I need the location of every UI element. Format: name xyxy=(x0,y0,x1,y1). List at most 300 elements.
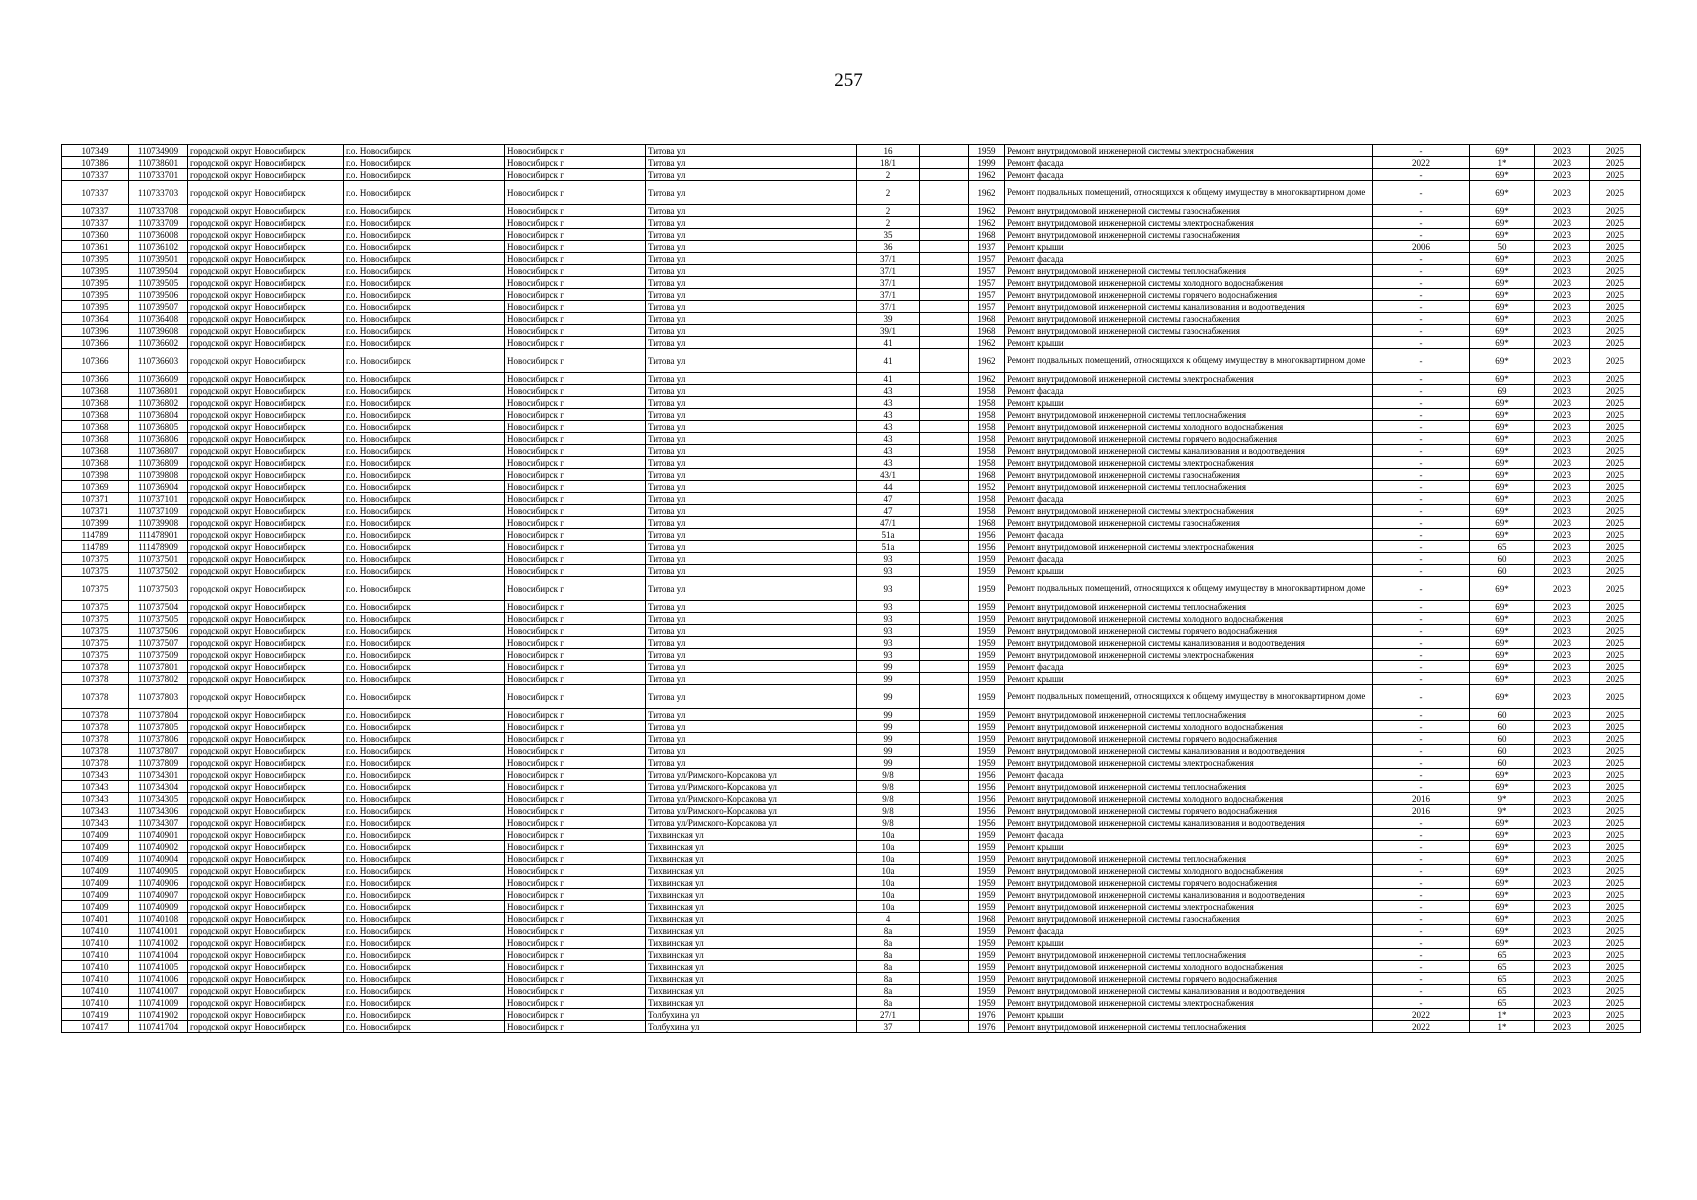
record-id-cell: 110737109 xyxy=(129,505,188,517)
work-type-cell: Ремонт крыши xyxy=(1005,937,1373,949)
end-year-cell: 2025 xyxy=(1590,349,1641,373)
build-year-cell: 1957 xyxy=(969,253,1005,265)
city-cell: Новосибирск г xyxy=(505,781,646,793)
end-year-cell: 2025 xyxy=(1590,841,1641,853)
last-repair-year-cell: - xyxy=(1373,901,1470,913)
city-cell: Новосибирск г xyxy=(505,805,646,817)
municipality-cell: г.о. Новосибирск xyxy=(344,745,505,757)
district-cell: городской округ Новосибирск xyxy=(188,949,344,961)
start-year-cell: 2023 xyxy=(1535,433,1590,445)
record-id-cell: 110740901 xyxy=(129,829,188,841)
house-number-cell: 99 xyxy=(857,709,920,721)
start-year-cell: 2023 xyxy=(1535,853,1590,865)
build-year-cell: 1959 xyxy=(969,865,1005,877)
last-repair-year-cell: - xyxy=(1373,637,1470,649)
district-cell: городской округ Новосибирск xyxy=(188,721,344,733)
district-cell: городской округ Новосибирск xyxy=(188,841,344,853)
wear-cell: 60 xyxy=(1470,745,1535,757)
last-repair-year-cell: - xyxy=(1373,949,1470,961)
street-cell: Титова ул xyxy=(646,457,857,469)
wear-cell: 69* xyxy=(1470,217,1535,229)
work-type-cell: Ремонт внутридомовой инженерной системы газоснабжения xyxy=(1005,469,1373,481)
end-year-cell: 2025 xyxy=(1590,793,1641,805)
start-year-cell: 2023 xyxy=(1535,613,1590,625)
build-year-cell: 1959 xyxy=(969,985,1005,997)
record-id-cell: 110736609 xyxy=(129,373,188,385)
build-year-cell: 1959 xyxy=(969,601,1005,613)
house-number-cell: 4 xyxy=(857,913,920,925)
last-repair-year-cell: - xyxy=(1373,673,1470,685)
start-year-cell: 2023 xyxy=(1535,877,1590,889)
municipality-cell: г.о. Новосибирск xyxy=(344,457,505,469)
work-type-cell: Ремонт фасада xyxy=(1005,385,1373,397)
house-number-cell: 99 xyxy=(857,721,920,733)
start-year-cell: 2023 xyxy=(1535,637,1590,649)
end-year-cell: 2025 xyxy=(1590,481,1641,493)
last-repair-year-cell: - xyxy=(1373,541,1470,553)
end-year-cell: 2025 xyxy=(1590,877,1641,889)
register-body xyxy=(62,145,1641,1033)
city-cell: Новосибирск г xyxy=(505,421,646,433)
city-cell: Новосибирск г xyxy=(505,181,646,205)
city-cell: Новосибирск г xyxy=(505,661,646,673)
building-cell xyxy=(920,421,969,433)
house-number-cell: 93 xyxy=(857,565,920,577)
table-row xyxy=(62,1021,1641,1033)
build-year-cell: 1959 xyxy=(969,925,1005,937)
building-cell xyxy=(920,889,969,901)
last-repair-year-cell: - xyxy=(1373,973,1470,985)
table-row xyxy=(62,409,1641,421)
wear-cell: 1* xyxy=(1470,157,1535,169)
municipality-cell: г.о. Новосибирск xyxy=(344,565,505,577)
build-year-cell: 1959 xyxy=(969,997,1005,1009)
table-row xyxy=(62,421,1641,433)
last-repair-year-cell: - xyxy=(1373,289,1470,301)
city-cell: Новосибирск г xyxy=(505,637,646,649)
record-id-cell: 110739506 xyxy=(129,289,188,301)
city-cell: Новосибирск г xyxy=(505,817,646,829)
table-row xyxy=(62,517,1641,529)
house-id-cell: 114789 xyxy=(62,529,129,541)
house-number-cell: 41 xyxy=(857,373,920,385)
street-cell: Тихвинская ул xyxy=(646,889,857,901)
municipality-cell: г.о. Новосибирск xyxy=(344,661,505,673)
table-row xyxy=(62,205,1641,217)
table-row xyxy=(62,445,1641,457)
house-id-cell: 107399 xyxy=(62,517,129,529)
record-id-cell: 110737806 xyxy=(129,733,188,745)
municipality-cell: г.о. Новосибирск xyxy=(344,301,505,313)
municipality-cell: г.о. Новосибирск xyxy=(344,313,505,325)
table-row xyxy=(62,241,1641,253)
city-cell: Новосибирск г xyxy=(505,745,646,757)
wear-cell: 69 xyxy=(1470,385,1535,397)
table-row xyxy=(62,769,1641,781)
city-cell: Новосибирск г xyxy=(505,337,646,349)
house-id-cell: 107375 xyxy=(62,613,129,625)
end-year-cell: 2025 xyxy=(1590,709,1641,721)
street-cell: Тихвинская ул xyxy=(646,925,857,937)
work-type-cell: Ремонт фасада xyxy=(1005,661,1373,673)
house-id-cell: 107409 xyxy=(62,853,129,865)
work-type-cell: Ремонт внутридомовой инженерной системы холодного водоснабжения xyxy=(1005,865,1373,877)
house-id-cell: 107371 xyxy=(62,505,129,517)
table-row xyxy=(62,277,1641,289)
house-number-cell: 36 xyxy=(857,241,920,253)
building-cell xyxy=(920,853,969,865)
start-year-cell: 2023 xyxy=(1535,901,1590,913)
table-row xyxy=(62,997,1641,1009)
table-row xyxy=(62,565,1641,577)
street-cell: Тихвинская ул xyxy=(646,961,857,973)
last-repair-year-cell: - xyxy=(1373,745,1470,757)
district-cell: городской округ Новосибирск xyxy=(188,205,344,217)
build-year-cell: 1958 xyxy=(969,457,1005,469)
building-cell xyxy=(920,517,969,529)
build-year-cell: 1959 xyxy=(969,709,1005,721)
city-cell: Новосибирск г xyxy=(505,493,646,505)
house-id-cell: 114789 xyxy=(62,541,129,553)
building-cell xyxy=(920,937,969,949)
house-id-cell: 107409 xyxy=(62,865,129,877)
house-number-cell: 16 xyxy=(857,145,920,157)
record-id-cell: 110737101 xyxy=(129,493,188,505)
record-id-cell: 110737506 xyxy=(129,625,188,637)
street-cell: Титова ул xyxy=(646,517,857,529)
start-year-cell: 2023 xyxy=(1535,829,1590,841)
start-year-cell: 2023 xyxy=(1535,445,1590,457)
municipality-cell: г.о. Новосибирск xyxy=(344,625,505,637)
wear-cell: 69* xyxy=(1470,481,1535,493)
wear-cell: 69* xyxy=(1470,661,1535,673)
city-cell: Новосибирск г xyxy=(505,841,646,853)
start-year-cell: 2023 xyxy=(1535,265,1590,277)
table-row xyxy=(62,229,1641,241)
district-cell: городской округ Новосибирск xyxy=(188,553,344,565)
street-cell: Титова ул xyxy=(646,217,857,229)
city-cell: Новосибирск г xyxy=(505,325,646,337)
house-number-cell: 93 xyxy=(857,625,920,637)
build-year-cell: 1937 xyxy=(969,241,1005,253)
work-type-cell: Ремонт внутридомовой инженерной системы электроснабжения xyxy=(1005,757,1373,769)
house-id-cell: 107395 xyxy=(62,265,129,277)
house-id-cell: 107368 xyxy=(62,385,129,397)
build-year-cell: 1958 xyxy=(969,397,1005,409)
house-number-cell: 37/1 xyxy=(857,289,920,301)
build-year-cell: 1968 xyxy=(969,469,1005,481)
city-cell: Новосибирск г xyxy=(505,913,646,925)
start-year-cell: 2023 xyxy=(1535,841,1590,853)
last-repair-year-cell: - xyxy=(1373,349,1470,373)
city-cell: Новосибирск г xyxy=(505,685,646,709)
city-cell: Новосибирск г xyxy=(505,757,646,769)
municipality-cell: г.о. Новосибирск xyxy=(344,241,505,253)
work-type-cell: Ремонт внутридомовой инженерной системы теплоснабжения xyxy=(1005,949,1373,961)
table-row xyxy=(62,745,1641,757)
table-row xyxy=(62,865,1641,877)
last-repair-year-cell: - xyxy=(1373,517,1470,529)
table-row xyxy=(62,253,1641,265)
district-cell: городской округ Новосибирск xyxy=(188,445,344,457)
wear-cell: 69* xyxy=(1470,181,1535,205)
district-cell: городской округ Новосибирск xyxy=(188,505,344,517)
last-repair-year-cell: - xyxy=(1373,481,1470,493)
municipality-cell: г.о. Новосибирск xyxy=(344,433,505,445)
table-row xyxy=(62,349,1641,373)
build-year-cell: 1959 xyxy=(969,685,1005,709)
district-cell: городской округ Новосибирск xyxy=(188,565,344,577)
street-cell: Титова ул/Римского-Корсакова ул xyxy=(646,781,857,793)
municipality-cell: г.о. Новосибирск xyxy=(344,553,505,565)
wear-cell: 1* xyxy=(1470,1021,1535,1033)
city-cell: Новосибирск г xyxy=(505,157,646,169)
end-year-cell: 2025 xyxy=(1590,673,1641,685)
city-cell: Новосибирск г xyxy=(505,865,646,877)
street-cell: Тихвинская ул xyxy=(646,841,857,853)
start-year-cell: 2023 xyxy=(1535,793,1590,805)
city-cell: Новосибирск г xyxy=(505,721,646,733)
work-type-cell: Ремонт внутридомовой инженерной системы канализования и водоотведения xyxy=(1005,817,1373,829)
municipality-cell: г.о. Новосибирск xyxy=(344,997,505,1009)
district-cell: городской округ Новосибирск xyxy=(188,769,344,781)
city-cell: Новосибирск г xyxy=(505,433,646,445)
build-year-cell: 1959 xyxy=(969,853,1005,865)
work-type-cell: Ремонт внутридомовой инженерной системы канализования и водоотведения xyxy=(1005,637,1373,649)
street-cell: Титова ул xyxy=(646,181,857,205)
record-id-cell: 110733703 xyxy=(129,181,188,205)
end-year-cell: 2025 xyxy=(1590,181,1641,205)
record-id-cell: 110736809 xyxy=(129,457,188,469)
start-year-cell: 2023 xyxy=(1535,961,1590,973)
work-type-cell: Ремонт подвальных помещений, относящихся к общему имуществу в многоквартирном доме xyxy=(1005,349,1373,373)
end-year-cell: 2025 xyxy=(1590,385,1641,397)
district-cell: городской округ Новосибирск xyxy=(188,625,344,637)
city-cell: Новосибирск г xyxy=(505,577,646,601)
building-cell xyxy=(920,373,969,385)
municipality-cell: г.о. Новосибирск xyxy=(344,757,505,769)
table-row xyxy=(62,469,1641,481)
municipality-cell: г.о. Новосибирск xyxy=(344,925,505,937)
street-cell: Тихвинская ул xyxy=(646,997,857,1009)
district-cell: городской округ Новосибирск xyxy=(188,1009,344,1021)
start-year-cell: 2023 xyxy=(1535,241,1590,253)
city-cell: Новосибирск г xyxy=(505,373,646,385)
house-id-cell: 107410 xyxy=(62,961,129,973)
municipality-cell: г.о. Новосибирск xyxy=(344,373,505,385)
wear-cell: 9* xyxy=(1470,793,1535,805)
wear-cell: 65 xyxy=(1470,985,1535,997)
district-cell: городской округ Новосибирск xyxy=(188,541,344,553)
municipality-cell: г.о. Новосибирск xyxy=(344,949,505,961)
city-cell: Новосибирск г xyxy=(505,553,646,565)
house-number-cell: 2 xyxy=(857,217,920,229)
building-cell xyxy=(920,817,969,829)
street-cell: Титова ул xyxy=(646,613,857,625)
record-id-cell: 110733709 xyxy=(129,217,188,229)
street-cell: Тихвинская ул xyxy=(646,877,857,889)
end-year-cell: 2025 xyxy=(1590,625,1641,637)
work-type-cell: Ремонт крыши xyxy=(1005,337,1373,349)
street-cell: Титова ул xyxy=(646,205,857,217)
table-row xyxy=(62,637,1641,649)
start-year-cell: 2023 xyxy=(1535,925,1590,937)
last-repair-year-cell: - xyxy=(1373,889,1470,901)
building-cell xyxy=(920,877,969,889)
house-id-cell: 107409 xyxy=(62,877,129,889)
record-id-cell: 110740907 xyxy=(129,889,188,901)
municipality-cell: г.о. Новосибирск xyxy=(344,505,505,517)
house-id-cell: 107417 xyxy=(62,1021,129,1033)
building-cell xyxy=(920,673,969,685)
building-cell xyxy=(920,1009,969,1021)
end-year-cell: 2025 xyxy=(1590,889,1641,901)
street-cell: Тихвинская ул xyxy=(646,937,857,949)
start-year-cell: 2023 xyxy=(1535,757,1590,769)
last-repair-year-cell: 2016 xyxy=(1373,805,1470,817)
record-id-cell: 110739808 xyxy=(129,469,188,481)
wear-cell: 69* xyxy=(1470,433,1535,445)
work-type-cell: Ремонт внутридомовой инженерной системы газоснабжения xyxy=(1005,229,1373,241)
street-cell: Титова ул xyxy=(646,529,857,541)
start-year-cell: 2023 xyxy=(1535,685,1590,709)
district-cell: городской округ Новосибирск xyxy=(188,685,344,709)
street-cell: Титова ул xyxy=(646,661,857,673)
street-cell: Титова ул xyxy=(646,577,857,601)
municipality-cell: г.о. Новосибирск xyxy=(344,613,505,625)
start-year-cell: 2023 xyxy=(1535,481,1590,493)
work-type-cell: Ремонт внутридомовой инженерной системы горячего водоснабжения xyxy=(1005,289,1373,301)
last-repair-year-cell: - xyxy=(1373,661,1470,673)
start-year-cell: 2023 xyxy=(1535,781,1590,793)
end-year-cell: 2025 xyxy=(1590,313,1641,325)
repair-register-table xyxy=(61,144,1641,1033)
street-cell: Титова ул xyxy=(646,673,857,685)
work-type-cell: Ремонт крыши xyxy=(1005,397,1373,409)
last-repair-year-cell: - xyxy=(1373,877,1470,889)
house-id-cell: 107398 xyxy=(62,469,129,481)
table-row xyxy=(62,649,1641,661)
end-year-cell: 2025 xyxy=(1590,733,1641,745)
table-row xyxy=(62,337,1641,349)
building-cell xyxy=(920,577,969,601)
municipality-cell: г.о. Новосибирск xyxy=(344,157,505,169)
end-year-cell: 2025 xyxy=(1590,409,1641,421)
building-cell xyxy=(920,733,969,745)
wear-cell: 69* xyxy=(1470,505,1535,517)
house-number-cell: 99 xyxy=(857,757,920,769)
building-cell xyxy=(920,649,969,661)
city-cell: Новосибирск г xyxy=(505,253,646,265)
build-year-cell: 1962 xyxy=(969,337,1005,349)
record-id-cell: 110734307 xyxy=(129,817,188,829)
house-number-cell: 8а xyxy=(857,985,920,997)
house-id-cell: 107410 xyxy=(62,985,129,997)
last-repair-year-cell: - xyxy=(1373,721,1470,733)
district-cell: городской округ Новосибирск xyxy=(188,277,344,289)
start-year-cell: 2023 xyxy=(1535,625,1590,637)
house-number-cell: 99 xyxy=(857,661,920,673)
district-cell: городской округ Новосибирск xyxy=(188,781,344,793)
street-cell: Тихвинская ул xyxy=(646,865,857,877)
work-type-cell: Ремонт внутридомовой инженерной системы электроснабжения xyxy=(1005,649,1373,661)
start-year-cell: 2023 xyxy=(1535,1021,1590,1033)
end-year-cell: 2025 xyxy=(1590,757,1641,769)
municipality-cell: г.о. Новосибирск xyxy=(344,853,505,865)
work-type-cell: Ремонт фасада xyxy=(1005,769,1373,781)
city-cell: Новосибирск г xyxy=(505,481,646,493)
record-id-cell: 110734909 xyxy=(129,145,188,157)
build-year-cell: 1958 xyxy=(969,385,1005,397)
street-cell: Титова ул xyxy=(646,253,857,265)
work-type-cell: Ремонт внутридомовой инженерной системы холодного водоснабжения xyxy=(1005,277,1373,289)
building-cell xyxy=(920,913,969,925)
house-id-cell: 107375 xyxy=(62,577,129,601)
wear-cell: 69* xyxy=(1470,673,1535,685)
house-number-cell: 2 xyxy=(857,205,920,217)
start-year-cell: 2023 xyxy=(1535,325,1590,337)
start-year-cell: 2023 xyxy=(1535,469,1590,481)
wear-cell: 65 xyxy=(1470,973,1535,985)
building-cell xyxy=(920,721,969,733)
build-year-cell: 1999 xyxy=(969,157,1005,169)
street-cell: Толбухина ул xyxy=(646,1021,857,1033)
district-cell: городской округ Новосибирск xyxy=(188,289,344,301)
last-repair-year-cell: - xyxy=(1373,685,1470,709)
start-year-cell: 2023 xyxy=(1535,649,1590,661)
work-type-cell: Ремонт подвальных помещений, относящихся к общему имуществу в многоквартирном доме xyxy=(1005,577,1373,601)
house-id-cell: 107378 xyxy=(62,685,129,709)
street-cell: Тихвинская ул xyxy=(646,853,857,865)
house-id-cell: 107375 xyxy=(62,625,129,637)
city-cell: Новосибирск г xyxy=(505,673,646,685)
street-cell: Титова ул xyxy=(646,157,857,169)
building-cell xyxy=(920,205,969,217)
building-cell xyxy=(920,565,969,577)
table-row xyxy=(62,397,1641,409)
building-cell xyxy=(920,157,969,169)
record-id-cell: 111478909 xyxy=(129,541,188,553)
work-type-cell: Ремонт внутридомовой инженерной системы горячего водоснабжения xyxy=(1005,733,1373,745)
house-number-cell: 47 xyxy=(857,493,920,505)
last-repair-year-cell: - xyxy=(1373,169,1470,181)
work-type-cell: Ремонт внутридомовой инженерной системы газоснабжения xyxy=(1005,517,1373,529)
wear-cell: 69* xyxy=(1470,373,1535,385)
wear-cell: 69* xyxy=(1470,685,1535,709)
street-cell: Титова ул xyxy=(646,385,857,397)
record-id-cell: 110737803 xyxy=(129,685,188,709)
table-row xyxy=(62,841,1641,853)
house-id-cell: 107410 xyxy=(62,937,129,949)
record-id-cell: 110736802 xyxy=(129,397,188,409)
start-year-cell: 2023 xyxy=(1535,457,1590,469)
start-year-cell: 2023 xyxy=(1535,277,1590,289)
wear-cell: 69* xyxy=(1470,637,1535,649)
street-cell: Титова ул/Римского-Корсакова ул xyxy=(646,805,857,817)
last-repair-year-cell: 2006 xyxy=(1373,241,1470,253)
build-year-cell: 1956 xyxy=(969,793,1005,805)
street-cell: Титова ул xyxy=(646,325,857,337)
municipality-cell: г.о. Новосибирск xyxy=(344,517,505,529)
municipality-cell: г.о. Новосибирск xyxy=(344,889,505,901)
district-cell: городской округ Новосибирск xyxy=(188,829,344,841)
build-year-cell: 1959 xyxy=(969,889,1005,901)
house-number-cell: 41 xyxy=(857,349,920,373)
municipality-cell: г.о. Новосибирск xyxy=(344,877,505,889)
build-year-cell: 1962 xyxy=(969,349,1005,373)
building-cell xyxy=(920,349,969,373)
end-year-cell: 2025 xyxy=(1590,505,1641,517)
